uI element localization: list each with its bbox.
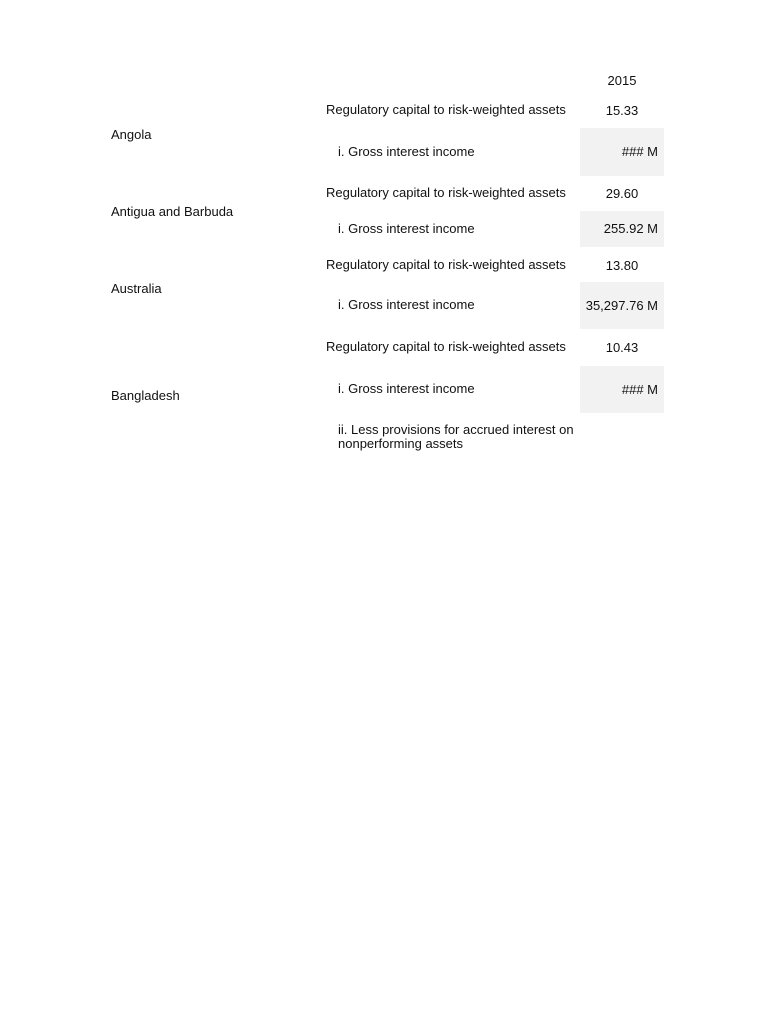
indicator-value: 35,297.76 M xyxy=(580,282,664,329)
country-label-bangladesh: Bangladesh xyxy=(111,388,180,403)
year-column-header: 2015 xyxy=(607,73,637,88)
country-label-australia: Australia xyxy=(111,281,162,296)
indicator-value: 10.43 xyxy=(605,340,639,355)
indicator-value: ### M xyxy=(580,366,664,413)
indicator-value: 13.80 xyxy=(605,258,639,273)
indicator-label: Regulatory capital to risk-weighted assets xyxy=(326,339,566,354)
indicator-label: i. Gross interest income xyxy=(338,221,475,236)
indicator-label: Regulatory capital to risk-weighted assets xyxy=(326,257,566,272)
country-label-angola: Angola xyxy=(111,127,152,142)
indicator-value: 15.33 xyxy=(605,103,639,118)
indicator-label: Regulatory capital to risk-weighted assets xyxy=(326,102,566,117)
indicator-label: Regulatory capital to risk-weighted assets xyxy=(326,185,566,200)
indicator-value: 29.60 xyxy=(605,186,639,201)
indicator-value: ### M xyxy=(580,128,664,176)
indicator-label: i. Gross interest income xyxy=(338,381,475,396)
indicator-label: i. Gross interest income xyxy=(338,144,475,159)
country-label-antigua-and-barbuda: Antigua and Barbuda xyxy=(111,204,234,219)
indicator-label: i. Gross interest income xyxy=(338,297,475,312)
indicator-label: ii. Less provisions for accrued interest on nonperforming assets xyxy=(338,422,574,451)
indicator-value: 255.92 M xyxy=(580,211,664,247)
